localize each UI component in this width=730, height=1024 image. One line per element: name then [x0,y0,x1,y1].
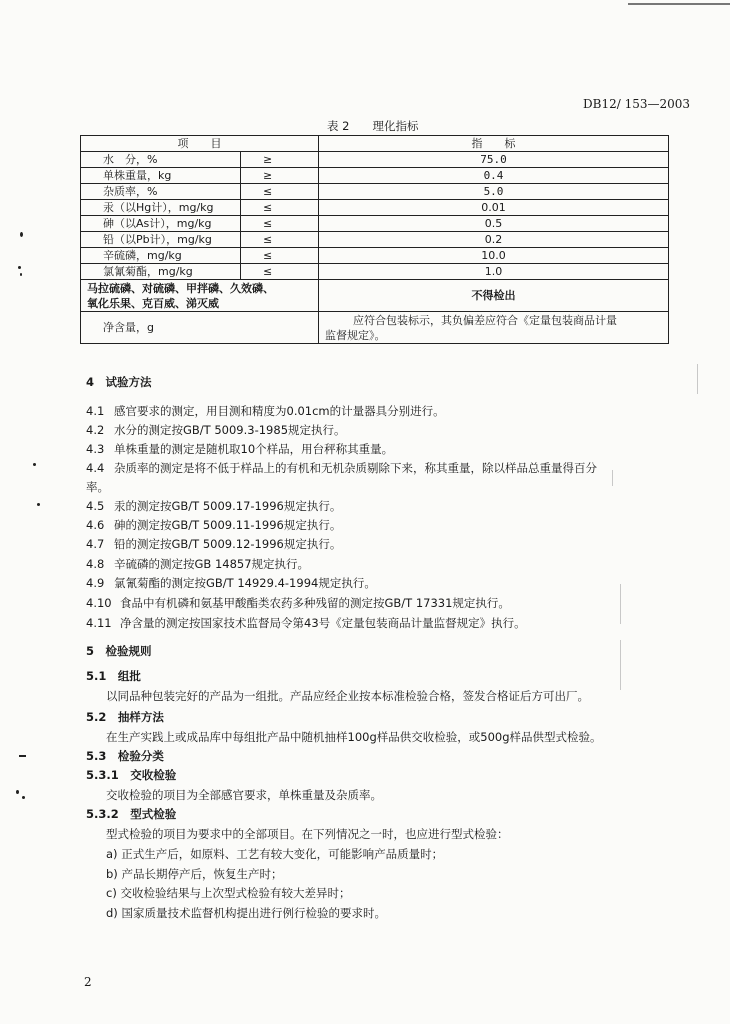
scan-speck [22,796,25,799]
list-item: 4.3 单株重量的测定是随机取10个样品，用台秤称其重量。 [86,442,394,456]
net-content-item: 净含量，g [81,312,319,344]
row-item: 砷（以As计），mg/kg [81,216,241,232]
page-number: 2 [84,975,92,989]
list-item: 4.4 杂质率的测定是将不低于样品上的有机和无机杂质剔除下来，称其重量，除以样品总重量得百分 [86,461,597,475]
table-row [81,184,669,200]
row-value: 0.5 [319,216,669,232]
scan-speck [20,232,23,237]
scan-speck [19,755,26,757]
table-row [81,264,669,280]
row-item: 汞（以Hg计），mg/kg [81,200,241,216]
spec-table [80,135,669,344]
section-5-3-1-title: 5.3.1 交收检验 [86,768,177,782]
pesticide-row [81,280,669,312]
scan-speck [37,503,40,506]
list-item: 4.1 感官要求的测定，用目测和精度为0.01cm的计量器具分别进行。 [86,404,445,418]
scan-line [697,364,698,394]
scan-speck [16,790,19,794]
table-row [81,232,669,248]
header-value: 指 标 [319,136,669,152]
list-item: 4.11 净含量的测定按国家技术监督局令第43号《定量包装商品计量监督规定》执行。 [86,616,526,630]
table-row [81,152,669,168]
pesticide-item-line1: 马拉硫磷、对硫磷、甲拌磷、久效磷、 [87,281,274,295]
row-item: 铅（以Pb计），mg/kg [81,232,241,248]
row-value: 1.0 [319,264,669,280]
section-5-title: 5 检验规则 [86,644,152,658]
row-item: 辛硫磷，mg/kg [81,248,241,264]
list-item: 4.7 铅的测定按GB/T 5009.12-1996规定执行。 [86,537,342,551]
scan-speck [20,273,22,276]
row-value: 0.01 [319,200,669,216]
header-item: 项 目 [81,136,319,152]
doc-code: DB12/ 153—2003 [583,97,691,111]
list-item: 4.8 辛硫磷的测定按GB 14857规定执行。 [86,557,310,571]
section-5-3-2-text: 型式检验的项目为要求中的全部项目。在下列情况之一时，也应进行型式检验： [106,827,509,841]
scan-edge-line [628,3,730,5]
row-item: 氯氰菊酯，mg/kg [81,264,241,280]
net-content-row [81,312,669,344]
list-item: 4.9 氯氰菊酯的测定按GB/T 14929.4-1994规定执行。 [86,576,376,590]
table-row [81,200,669,216]
row-op: ≥ [241,168,319,184]
table-row [81,248,669,264]
section-5-2-text: 在生产实践上或成品库中每组批产品中随机抽样100g样品供交收检验，或500g样品供型式检验。 [106,730,602,744]
scan-speck [33,463,36,466]
row-item: 杂质率，% [81,184,241,200]
section-5-3-2-title: 5.3.2 型式检验 [86,807,177,821]
section-5-2-title: 5.2 抽样方法 [86,710,164,724]
scan-line [612,470,613,486]
row-op: ≤ [241,216,319,232]
table-row [81,168,669,184]
list-item: 4.2 水分的测定按GB/T 5009.3-1985规定执行。 [86,423,346,437]
row-value: 0.4 [319,168,669,184]
row-op: ≤ [241,184,319,200]
list-item: 4.5 汞的测定按GB/T 5009.17-1996规定执行。 [86,499,342,513]
row-op: ≤ [241,200,319,216]
table-header-row [81,136,669,152]
row-op: ≤ [241,232,319,248]
list-item: 4.10 食品中有机磷和氨基甲酸酯类农药多种残留的测定按GB/T 17331规定执行。 [86,596,510,610]
row-value: 10.0 [319,248,669,264]
table-caption: 表 2 理化指标 [327,119,419,133]
row-value: 0.2 [319,232,669,248]
row-op: ≥ [241,152,319,168]
pesticide-item-line2: 氧化乐果、克百威、涕灭威 [87,296,219,310]
net-value-line2: 监督规定》。 [325,328,386,342]
list-item: c) 交收检验结果与上次型式检验有较大差异时； [106,886,351,900]
list-item: d) 国家质量技术监督机构提出进行例行检验的要求时。 [106,906,386,920]
list-item: a) 正式生产后，如原料、工艺有较大变化，可能影响产品质量时； [106,847,444,861]
scan-line [620,640,621,690]
section-5-3-title: 5.3 检验分类 [86,749,164,763]
row-value: 75.0 [319,152,669,168]
list-item: 率。 [86,480,109,494]
row-item: 单株重量，kg [81,168,241,184]
net-content-value [319,312,669,344]
section-4-title: 4 试验方法 [86,375,152,389]
pesticide-value: 不得检出 [319,280,669,312]
list-item: 4.6 砷的测定按GB/T 5009.11-1996规定执行。 [86,518,342,532]
row-item: 水 分，% [81,152,241,168]
list-item: b) 产品长期停产后，恢复生产时； [106,867,283,881]
section-5-1-title: 5.1 组批 [86,669,141,683]
scan-speck [18,266,21,269]
row-op: ≤ [241,248,319,264]
section-5-3-1-text: 交收检验的项目为全部感官要求，单株重量及杂质率。 [106,788,382,802]
pesticide-item [81,280,319,312]
row-value: 5.0 [319,184,669,200]
net-value-line1: 应符合包装标示，其负偏差应符合《定量包装商品计量 [353,313,617,327]
row-op: ≤ [241,264,319,280]
scan-line [620,584,621,624]
table-row [81,216,669,232]
section-5-1-text: 以同品种包装完好的产品为一组批。产品应经企业按本标准检验合格，签发合格证后方可出厂。 [106,689,589,703]
